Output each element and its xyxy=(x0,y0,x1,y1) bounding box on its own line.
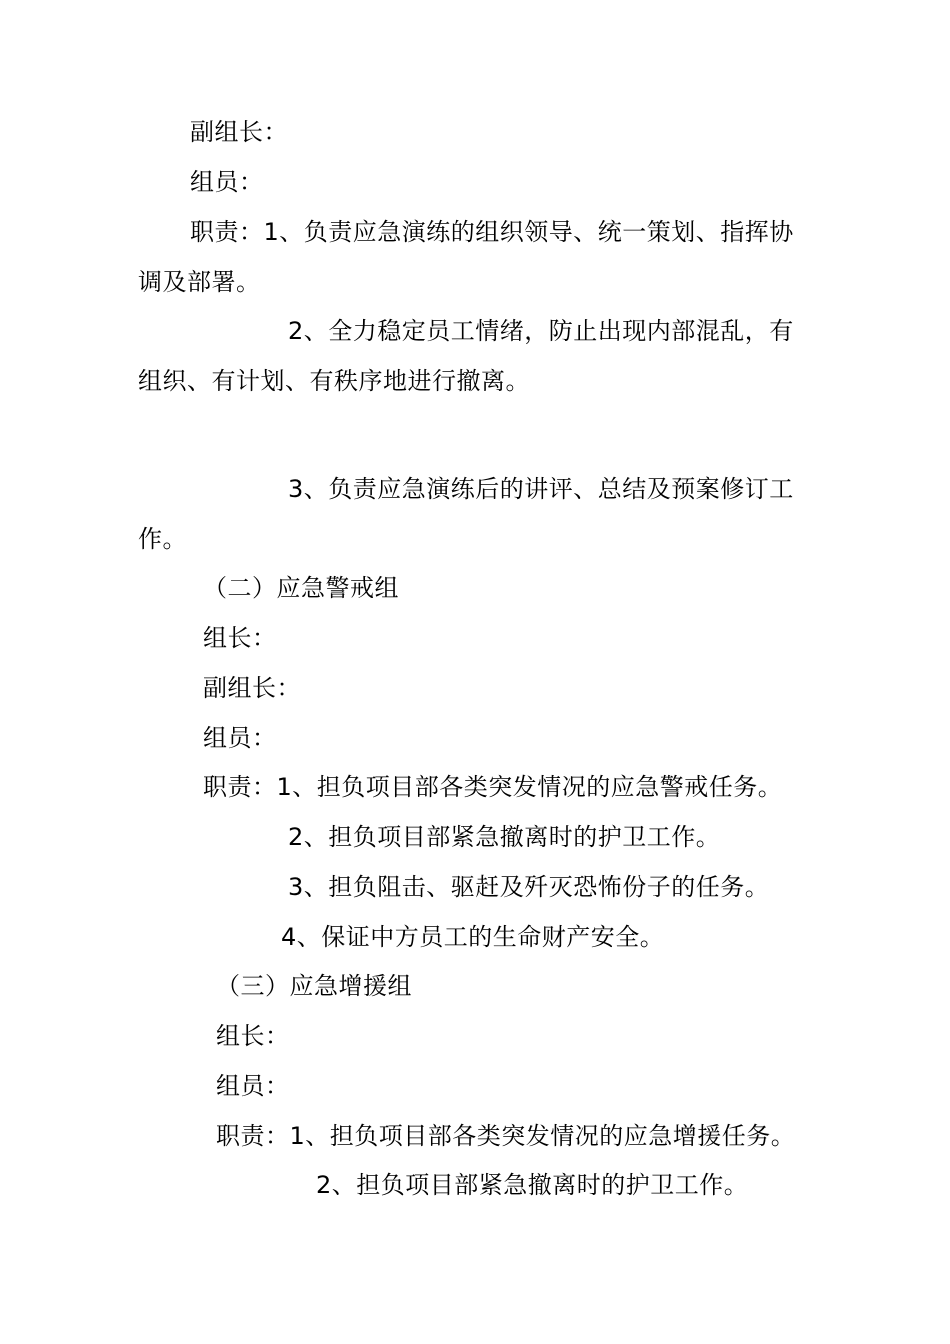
duty-text: 作。 xyxy=(138,525,187,553)
section-heading: （二）应急警戒组 xyxy=(203,574,399,602)
duty-text: 3、负责应急演练后的讲评、总结及预案修订工 xyxy=(288,475,794,503)
duty-text: 2、担负项目部紧急撤离时的护卫工作。 xyxy=(316,1171,749,1199)
duty-text: 职责：1、担负项目部各类突发情况的应急警戒任务。 xyxy=(203,773,783,801)
section-heading: （三）应急增援组 xyxy=(216,972,412,1000)
members-label: 组员： xyxy=(216,1072,290,1100)
leader-label: 组长： xyxy=(203,624,277,652)
members-label: 组员： xyxy=(203,724,277,752)
deputy-leader-label: 副组长： xyxy=(190,118,288,146)
duty-text: 3、担负阻击、驱赶及歼灭恐怖份子的任务。 xyxy=(288,873,770,901)
duty-text: 职责：1、担负项目部各类突发情况的应急增援任务。 xyxy=(216,1122,796,1150)
leader-label: 组长： xyxy=(216,1022,290,1050)
deputy-leader-label: 副组长： xyxy=(203,674,301,702)
duty-text: 2、全力稳定员工情绪，防止出现内部混乱，有 xyxy=(288,317,794,345)
duty-text: 2、担负项目部紧急撤离时的护卫工作。 xyxy=(288,823,721,851)
members-label: 组员： xyxy=(190,168,264,196)
duty-text: 调及部署。 xyxy=(138,268,261,296)
duty-text: 组织、有计划、有秩序地进行撤离。 xyxy=(138,367,530,395)
duty-text: 职责：1、负责应急演练的组织领导、统一策划、指挥协 xyxy=(190,218,794,246)
duty-text: 4、保证中方员工的生命财产安全。 xyxy=(281,923,665,951)
